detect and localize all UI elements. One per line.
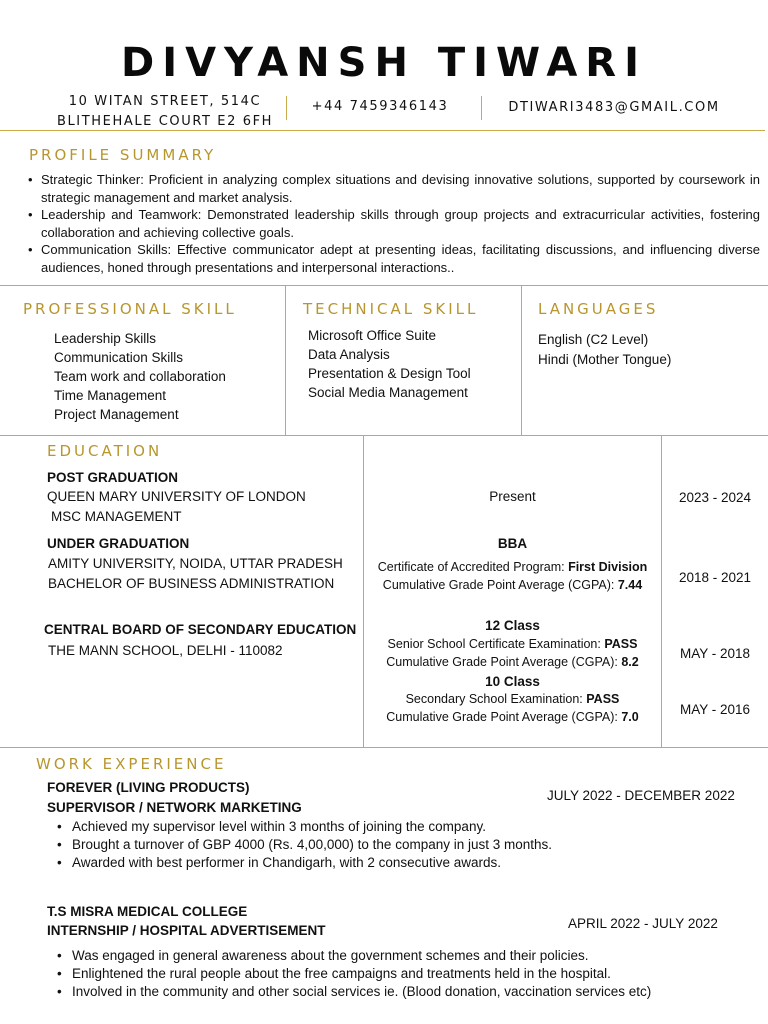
list-item: • Leadership and Teamwork: Demonstrated leadership skills through group projects and extracurricular activities, fostering collaboration and achieving collective goals. [28,206,760,241]
professional-skill-title: PROFESSIONAL SKILL [23,300,237,318]
class-10-exam [364,690,661,708]
list-item: Leadership Skills [54,331,157,346]
technical-skill-list [308,326,471,402]
list-item: Data Analysis [308,347,390,362]
class-10-cgpa-label: Cumulative Grade Point Average (CGPA): [386,710,622,724]
phone-number: +44 7459346143 [311,99,449,114]
school-name: THE MANN SCHOOL, DELHI - 110082 [48,643,283,658]
skills-col-divider-1 [285,285,286,435]
education-col-divider-2 [661,435,662,747]
work-experience-title: WORK EXPERIENCE [36,755,227,773]
job1-date: JULY 2022 - DECEMBER 2022 [547,788,735,803]
list-item: • Enlightened the rural people about the free campaigns and treatments held in the hospital. [57,965,757,983]
job2-company: T.S MISRA MEDICAL COLLEGE [47,904,248,919]
class-12-exam-value: PASS [604,637,638,651]
list-item: • Awarded with best performer in Chandigarh, with 2 consecutive awards. [57,854,757,872]
work-top-divider [0,747,768,748]
class-12-cgpa-value: 8.2 [621,655,639,669]
pg-university: QUEEN MARY UNIVERSITY OF LONDON [47,489,306,504]
list-item: Social Media Management [308,385,468,400]
list-item: • Involved in the community and other social services ie. (Blood donation, vaccination services etc) [57,983,757,1001]
class-12-exam [364,635,661,653]
technical-skill-title: TECHNICAL SKILL [303,300,479,318]
class-12-title: 12 Class [485,618,540,633]
address-line-1: 10 WITAN STREET, 514C [68,94,262,109]
class-12-cgpa [364,653,661,671]
class-10-cgpa-value: 7.0 [621,710,639,724]
job1-bullets [57,818,757,872]
ug-certificate [364,558,661,576]
class-10-cgpa [364,708,661,726]
ug-date: 2018 - 2021 [678,570,752,585]
school-heading: CENTRAL BOARD OF SECONDARY EDUCATION [44,622,357,637]
education-top-divider [0,435,768,436]
class-10-date: MAY - 2016 [679,702,751,717]
ug-cgpa-value: 7.44 [617,578,643,592]
candidate-name: DIVYANSH TIWARI [121,40,647,86]
list-item: Project Management [54,407,179,422]
ug-cert-value: First Division [568,560,648,574]
class-12-cgpa-label: Cumulative Grade Point Average (CGPA): [386,655,622,669]
list-item: Hindi (Mother Tongue) [538,352,672,367]
skills-top-divider [0,285,768,286]
professional-skill-list [54,329,226,424]
list-item: Team work and collaboration [54,369,226,384]
list-item: • Brought a turnover of GBP 4000 (Rs. 4,00,000) to the company in just 3 months. [57,836,757,854]
address-line-2: BLITHEHALE COURT E2 6FH [56,114,274,129]
list-item: • Was engaged in general awareness about the government schemes and their policies. [57,947,757,965]
pg-heading: POST GRADUATION [47,470,178,485]
profile-summary-title: PROFILE SUMMARY [29,146,217,164]
profile-summary-list [28,171,760,276]
list-item: English (C2 Level) [538,332,649,347]
list-item: • Strategic Thinker: Proficient in analyzing complex situations and devising innovative solutions, supported by coursework in strategic management and market analysis. [28,171,760,206]
class-10-exam-label: Secondary School Examination: [405,692,587,706]
pg-date: 2023 - 2024 [678,490,752,505]
education-title: EDUCATION [47,442,163,460]
ug-heading: UNDER GRADUATION [47,536,190,551]
ug-cert-label: Certificate of Accredited Program: [377,560,569,574]
ug-degree: BBA [497,536,528,551]
class-10-title: 10 Class [485,674,540,689]
job2-bullets [57,947,757,1001]
skills-col-divider-2 [521,285,522,435]
email-address: DTIWARI3483@GMAIL.COM [508,100,720,115]
ug-cgpa [364,576,661,594]
class-12-date: MAY - 2018 [679,646,751,661]
list-item: • Communication Skills: Effective communicator adept at presenting ideas, facilitating discussions, and influencing diverse audiences, honed through presentations and interpersonal interactions.. [28,241,760,276]
job2-date: APRIL 2022 - JULY 2022 [568,916,718,931]
list-item: • Achieved my supervisor level within 3 months of joining the company. [57,818,757,836]
job1-role: SUPERVISOR / NETWORK MARKETING [47,800,302,815]
job2-role: INTERNSHIP / HOSPITAL ADVERTISEMENT [47,923,326,938]
header-divider [0,130,765,131]
ug-university: AMITY UNIVERSITY, NOIDA, UTTAR PRADESH [48,556,343,571]
ug-cgpa-label: Cumulative Grade Point Average (CGPA): [382,578,618,592]
contact-divider-1 [286,96,287,120]
pg-course: MSC MANAGEMENT [51,509,182,524]
list-item: Microsoft Office Suite [308,328,437,343]
class-12-exam-label: Senior School Certificate Examination: [387,637,605,651]
languages-list [538,330,671,370]
contact-divider-2 [481,96,482,120]
list-item: Time Management [54,388,167,403]
address [20,92,310,132]
list-item: Communication Skills [54,350,184,365]
languages-title: LANGUAGES [538,300,659,318]
pg-status: Present [489,489,536,504]
job1-company: FOREVER (LIVING PRODUCTS) [47,780,250,795]
list-item: Presentation & Design Tool [308,366,471,381]
class-10-exam-value: PASS [586,692,620,706]
ug-course: BACHELOR OF BUSINESS ADMINISTRATION [48,576,335,591]
